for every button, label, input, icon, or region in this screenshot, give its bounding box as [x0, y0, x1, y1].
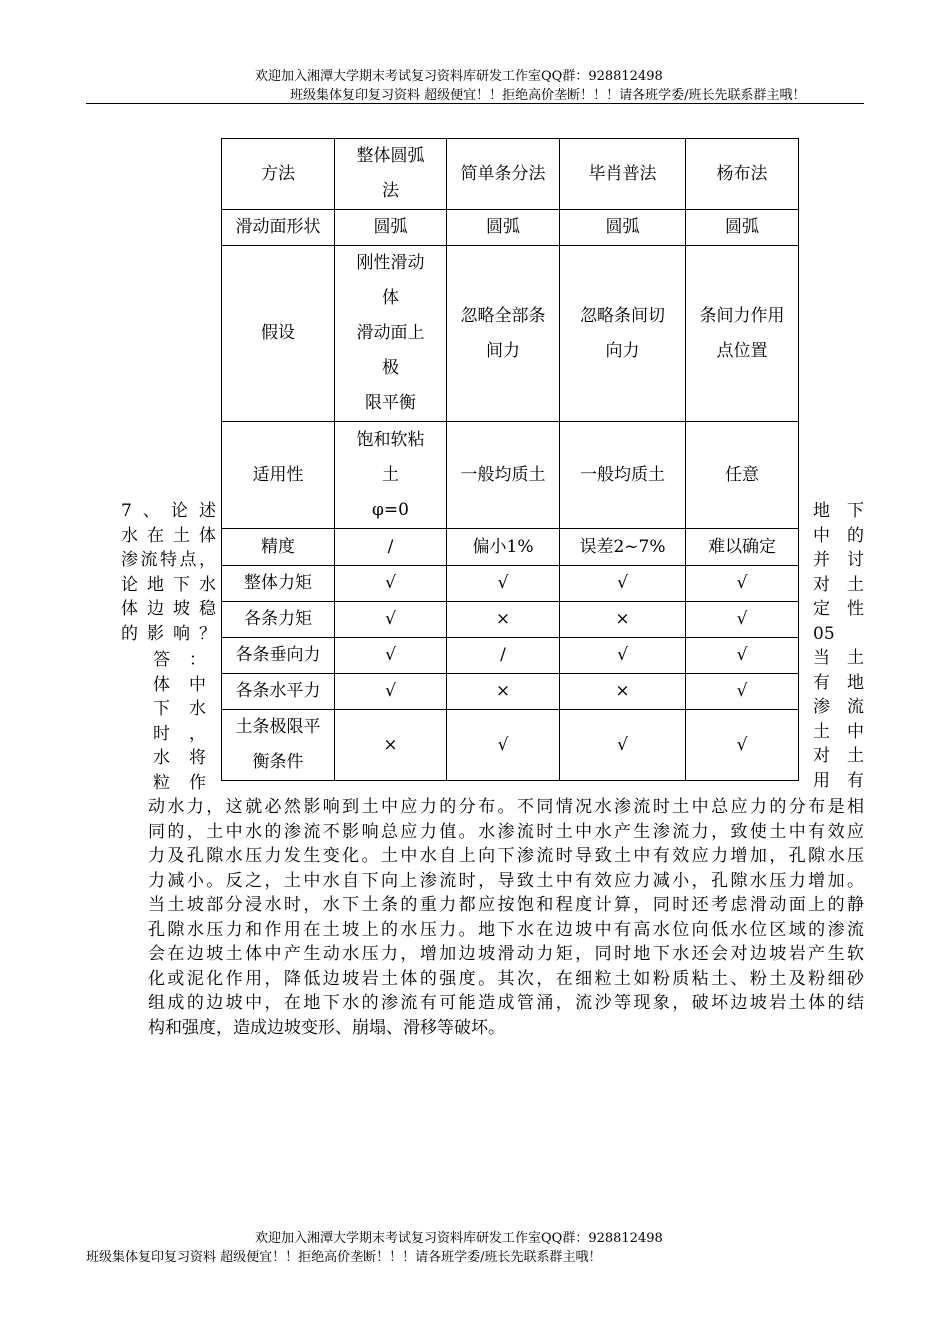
text-line: 用 有	[813, 770, 864, 791]
text-line: 渗 流	[813, 697, 864, 717]
text-line: 论地下水	[121, 574, 216, 595]
table-cell: 偏小1%	[447, 529, 560, 566]
text-line: 组成的边坡中，在地下水的渗流有可能造成管涌，流沙等现象，破坏边坡岩土体的结	[148, 993, 864, 1013]
table-cell: ×	[447, 602, 560, 638]
table-cell: 圆弧	[335, 210, 447, 246]
table-cell: 各条力矩	[222, 602, 335, 638]
cell-line: 刚性滑动	[356, 253, 425, 273]
cell-line: 体	[382, 288, 399, 308]
table-cell: 各条水平力	[222, 674, 335, 710]
text-line: 时 ，	[153, 723, 206, 744]
table-cell: √	[560, 566, 686, 602]
cell-line: 土	[382, 464, 399, 485]
table-cell: 简单条分法	[447, 139, 560, 210]
table-cell: √	[686, 674, 799, 710]
table-row	[222, 602, 799, 638]
text-line: 动水力，这就必然影响到土中应力的分布。不同情况水渗流时土中总应力的分布是相	[148, 797, 864, 817]
text-line: 对 土	[813, 574, 864, 595]
table-cell: 适用性	[222, 422, 335, 529]
cell-line: 条间力作用	[699, 305, 785, 326]
table-row	[222, 422, 799, 529]
table-row	[222, 674, 799, 710]
text-line: 同的，土中水的渗流不影响总应力值。水渗流时土中水产生渗流力，致使土中有效应	[148, 821, 864, 842]
cell-line: 限平衡	[365, 393, 416, 413]
text-line: 并 讨	[813, 550, 864, 570]
cell-line: 饱和软粘	[356, 429, 425, 450]
table-cell: √	[686, 602, 799, 638]
table-cell: 假设	[222, 246, 335, 422]
text-line: 构和强度，造成边坡变形、崩塌、滑移等破坏。	[148, 1017, 505, 1038]
text-line: 粒 作	[153, 772, 206, 793]
text-line: 有 地	[813, 672, 864, 693]
table-cell: 方法	[222, 139, 335, 210]
text-line: 地 下	[813, 501, 864, 521]
answer-text-left	[153, 648, 206, 795]
text-line: 水在土体	[121, 525, 216, 546]
table-cell: 毕肖普法	[560, 139, 686, 210]
table-cell	[222, 710, 335, 781]
text-line: 水 将	[153, 748, 206, 768]
table-cell	[335, 139, 447, 210]
text-line: 力减小。反之，土中水自下向上渗流时，导致土中有效应力减小，孔隙水压力增加。	[148, 870, 864, 891]
table-cell: 圆弧	[686, 210, 799, 246]
table-cell: √	[335, 674, 447, 710]
text-line: 对 土	[813, 746, 864, 766]
table-row	[222, 638, 799, 674]
table-cell: ×	[560, 602, 686, 638]
table-cell: /	[335, 529, 447, 566]
table-cell: √	[686, 710, 799, 781]
text-line: 的影响？	[121, 623, 216, 644]
table-cell: √	[686, 566, 799, 602]
text-line: 会在边坡土体中产生动水压力，增加边坡滑动力矩，同时地下水还会对边坡岩产生软	[148, 944, 864, 964]
table-row	[222, 566, 799, 602]
text-line: 当 土	[813, 648, 864, 668]
table-row	[222, 246, 799, 422]
cell-line: 衡条件	[252, 752, 304, 772]
table-cell: 整体力矩	[222, 566, 335, 602]
table-cell: √	[686, 638, 799, 674]
cell-line: 土条极限平	[235, 717, 321, 737]
table-cell	[447, 246, 560, 422]
text-line: 中 的	[813, 525, 864, 546]
text-line: 土 中	[813, 721, 864, 742]
cell-line: 忽略条间切	[580, 305, 665, 326]
cell-line: 极	[382, 358, 399, 378]
footer-line-1: 欢迎加入湘潭大学期末考试复习资料库研发工作室QQ群：928812498	[255, 1231, 663, 1246]
text-line: 下 水	[153, 699, 206, 719]
table-cell	[335, 422, 447, 529]
question-text-right	[813, 499, 864, 793]
footer-line-2: 班级集体复印复习资料 超级便宜！！拒绝高价垄断！！！请各班学委/班长先联系群主哦！	[86, 1250, 602, 1265]
table-cell: √	[560, 710, 686, 781]
table-cell: √	[335, 566, 447, 602]
table-cell	[686, 246, 799, 422]
text-line: 答 ：	[153, 650, 206, 670]
text-line: 定 性	[813, 599, 864, 619]
text-line: 渗流特点，	[121, 550, 216, 570]
table-cell: √	[447, 566, 560, 602]
table-cell: ×	[447, 674, 560, 710]
method-comparison-table	[221, 138, 799, 781]
table-cell: √	[335, 638, 447, 674]
table-cell: 任意	[686, 422, 799, 529]
table-cell: √	[560, 638, 686, 674]
question-text-left	[121, 499, 216, 646]
table-cell: ×	[335, 710, 447, 781]
table-cell: 圆弧	[447, 210, 560, 246]
cell-line: 向力	[605, 340, 640, 361]
text-line: 05	[813, 623, 835, 644]
table-cell: 一般均质土	[560, 422, 686, 529]
table-cell: ×	[560, 674, 686, 710]
cell-line: 整体圆弧	[356, 146, 425, 166]
table-cell: √	[447, 710, 560, 781]
table-cell: 难以确定	[686, 529, 799, 566]
text-line: 体边坡稳	[121, 599, 216, 619]
table-cell: /	[447, 638, 560, 674]
table-cell: 精度	[222, 529, 335, 566]
table-cell: 各条垂向力	[222, 638, 335, 674]
text-line: 当土坡部分浸水时，水下土条的重力都应按饱和程度计算，同时还考虑滑动面上的静	[148, 895, 864, 915]
cell-line: 法	[382, 181, 399, 201]
table-row-header	[222, 139, 799, 210]
text-line: 孔隙水压力和作用在土坡上的水压力。地下水在边坡中有高水位向低水位区域的渗流	[148, 919, 864, 940]
text-line: 化或泥化作用，降低边坡岩土体的强度。其次，在细粒土如粉质粘土、粉土及粉细砂	[148, 968, 864, 989]
table-cell: 圆弧	[560, 210, 686, 246]
table-cell: √	[335, 602, 447, 638]
cell-line: 间力	[486, 340, 520, 361]
text-line: 体 中	[153, 674, 206, 695]
table-row	[222, 210, 799, 246]
cell-line: 忽略全部条	[460, 305, 546, 326]
text-line: 力及孔隙水压力发生变化。土中水自上向下渗流时导致土中有效应力增加，孔隙水压	[148, 846, 864, 866]
header-divider	[86, 103, 864, 104]
table-cell	[335, 246, 447, 422]
table-cell: 滑动面形状	[222, 210, 335, 246]
table-cell: 误差2~7%	[560, 529, 686, 566]
table-cell: 一般均质土	[447, 422, 560, 529]
cell-line: φ=0	[372, 499, 409, 520]
header-line-2: 班级集体复印复习资料 超级便宜！！拒绝高价垄断！！！请各班学委/班长先联系群主哦！	[290, 88, 806, 103]
header-line-1: 欢迎加入湘潭大学期末考试复习资料库研发工作室QQ群：928812498	[255, 69, 663, 84]
text-line: 7、论述	[121, 501, 216, 521]
answer-paragraph	[148, 795, 864, 1040]
cell-line: 滑动面上	[356, 323, 425, 343]
table-row	[222, 710, 799, 781]
table-row	[222, 529, 799, 566]
table-cell: 杨布法	[686, 139, 799, 210]
cell-line: 点位置	[716, 340, 768, 361]
table-cell	[560, 246, 686, 422]
